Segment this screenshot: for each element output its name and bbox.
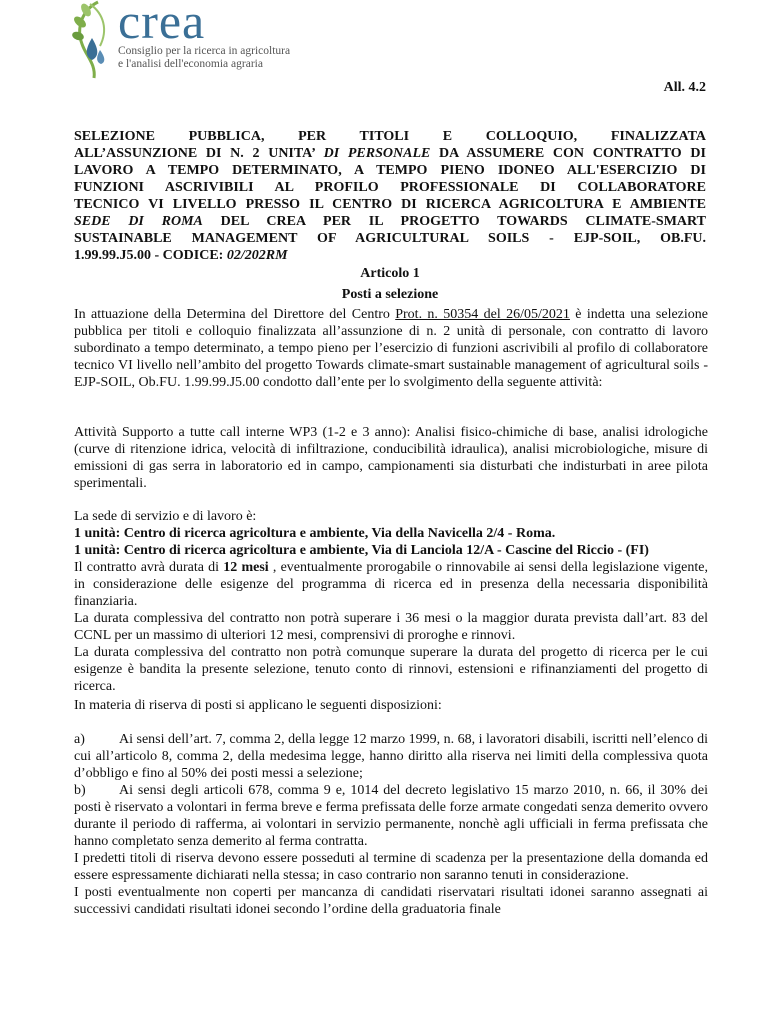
allegato-label: All. 4.2 bbox=[663, 80, 706, 95]
crea-wordmark: crea bbox=[118, 0, 206, 49]
sede-block bbox=[74, 508, 708, 559]
riserva-posti: I posti eventualmente non coperti per mancanza di candidati riservatari risultati idonei saranno assegnati ai successivi candidati risultati idonei secondo l’ordine della graduatoria finale bbox=[74, 885, 708, 917]
riserva-intro: In materia di riserva di posti si applicano le seguenti disposizioni: bbox=[74, 698, 442, 713]
title-line: SELEZIONE PUBBLICA, PER TITOLI E COLLOQUIO, FINALIZZATA bbox=[74, 129, 706, 144]
sede-intro: La sede di servizio e di lavoro è: bbox=[74, 509, 257, 524]
riserva-item-b: b) Ai sensi degli articoli 678, comma 9 e, 1014 del decreto legislativo 15 marzo 2010, n. 66, il 30% dei posti è riservato a volontari in ferma breve e ferma prefissata delle forze armate congedati senza demerito ovvero durante il periodo di rafferma, ai volontari in servizio permanente, nonchè agli ufficiali in ferma prefissata che hanno completato senza demerito al ferma contratta. bbox=[74, 783, 708, 849]
article-heading: Posti a selezione bbox=[341, 287, 439, 302]
crea-subtitle-line1: Consiglio per la ricerca in agricoltura bbox=[118, 45, 291, 57]
crea-logo bbox=[70, 0, 291, 80]
riserva-item-a: a) Ai sensi dell’art. 7, comma 2, della legge 12 marzo 1999, n. 68, i lavoratori disabili, iscritti nell’elenco di cui all’articolo 8, comma 2, della medesima legge, hanno diritto alla riserva nei limiti della complessiva quota d’obbligo e fino al 50% dei posti messi a selezione; bbox=[74, 732, 709, 781]
contratto-limite: La durata complessiva del contratto non potrà comunque superare la durata del progetto di ricerca per le cui esigenze è bandita la presente selezione, tenuto conto di rinnovi, estensioni e rifinanziamenti del progetto di ricerca. bbox=[74, 645, 708, 694]
article-number: Articolo 1 bbox=[360, 266, 420, 281]
contratto-durata: La durata complessiva del contratto non potrà superare i 36 mesi o la maggior durata prevista dall’art. 83 del CCNL per un massimo di ulteriori 12 mesi, comprensivi di proroghe e rinnovi. bbox=[74, 611, 708, 643]
sede-roma: 1 unità: Centro di ricerca agricoltura e ambiente, Via della Navicella 2/4 - Roma. bbox=[74, 526, 556, 541]
title-line: ALL’ASSUNZIONE DI N. 2 UNITA’ DI PERSONALE DA ASSUMERE CON CONTRATTO DI bbox=[74, 146, 706, 161]
title-line: FUNZIONI ASCRIVIBILI AL PROFILO PROFESSIONALE DI COLLABORATORE bbox=[74, 180, 706, 195]
title-line: SUSTAINABLE MANAGEMENT OF AGRICULTURAL SOILS - EJP-SOIL, OB.FU. bbox=[74, 231, 706, 246]
title-line: TECNICO VI LIVELLO PRESSO IL CENTRO DI RICERCA AGRICOLTURA E AMBIENTE bbox=[74, 197, 706, 212]
title-line: LAVORO A TEMPO DETERMINATO, A TEMPO PIENO IDONEO ALL'ESERCIZIO DI bbox=[74, 163, 706, 178]
intro-paragraph: In attuazione della Determina del Direttore del Centro Prot. n. 50354 del 26/05/2021 è indetta una selezione pubblica per titoli e colloquio finalizzata all’assunzione di n. 2 unità di personale, con contratto di lavoro subordinato a tempo determinato, a tempo pieno per l’esercizio di funzioni ascrivibili al profilo di collaboratore tecnico VI livello nell’ambito del progetto Towards climate-smart sustainable management of agricultural soils - EJP-SOIL, Ob.FU. 1.99.99.J5.00 condotto dall’ente per lo svolgimento della seguente attività: bbox=[74, 307, 708, 390]
crea-logo-mark-icon bbox=[70, 0, 120, 80]
document-title bbox=[74, 128, 706, 264]
contratto-block: Il contratto avrà durata di 12 mesi , eventualmente prorogabile o rinnovabile ai sensi della legislazione vigente, in considerazione delle esigenze del programma di ricerca ed in presenza della necessaria disponibilità finanziaria. La durata complessiva del contratto non potrà superare i 36 mesi o la maggior durata prevista dall’art. 83 del CCNL per un massimo di ulteriori 12 mesi, comprensivi di proroghe e rinnovi. La durata complessiva del contratto non potrà comunque superare la durata del progetto di ricerca per le cui esigenze è bandita la presente selezione, tenuto conto di rinnovi, estensioni e rifinanziamenti del progetto di ricerca. bbox=[74, 560, 708, 694]
attivita-paragraph: Attività Supporto a tutte call interne WP3 (1-2 e 3 anno): Analisi fisico-chimiche di base, analisi idrologiche (curve di ritenzione idrica, velocità di infiltrazione, conducibilità idraulica), analisi microbiologiche, misure di emissioni di gas serra in laboratorio ed in campo, campionamenti sia disturbati che indisturbati in aree pilota sperimentali. bbox=[74, 425, 708, 491]
title-line: SEDE DI ROMA DEL CREA PER IL PROGETTO TOWARDS CLIMATE-SMART bbox=[74, 214, 707, 229]
prot-link[interactable]: Prot. n. 50354 del 26/05/2021 bbox=[395, 307, 570, 322]
sede-firenze: 1 unità: Centro di ricerca agricoltura e ambiente, Via di Lanciola 12/A - Cascine del Riccio - (FI) bbox=[74, 543, 649, 558]
crea-subtitle-line2: e l'analisi dell'economia agraria bbox=[118, 58, 263, 70]
title-line: 1.99.99.J5.00 - CODICE: 02/202RM bbox=[74, 248, 288, 263]
riserva-block bbox=[74, 697, 708, 918]
riserva-titoli: I predetti titoli di riserva devono essere posseduti al termine di scadenza per la presentazione della domanda ed essere espressamente dichiarati nella stessa; in caso contrario non saranno tenuti in considerazione. bbox=[74, 851, 708, 883]
